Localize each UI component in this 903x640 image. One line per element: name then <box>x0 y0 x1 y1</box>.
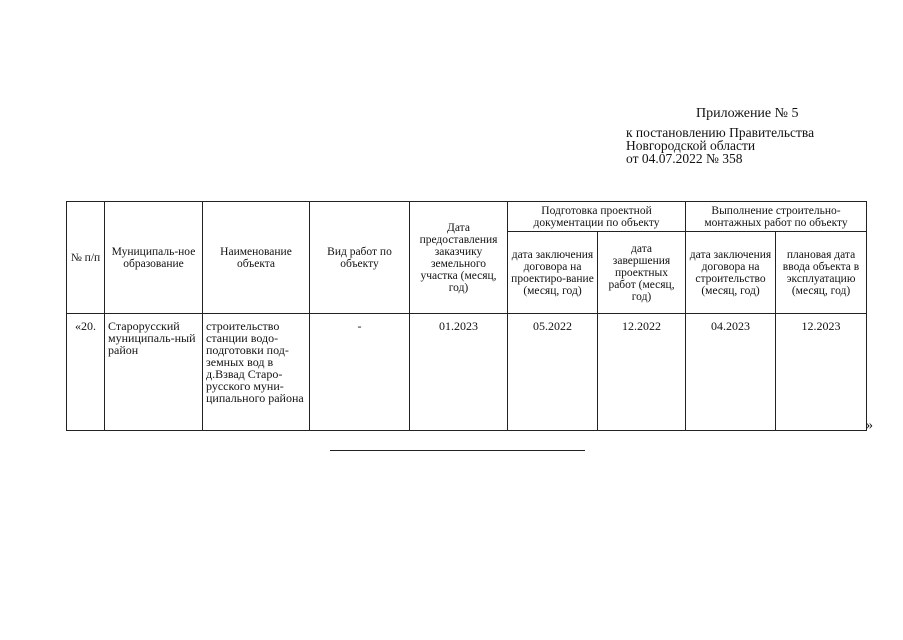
cell-num: «20. <box>67 314 105 431</box>
header-commissioning: плановая дата ввода объекта в эксплуатацию (месяц, год) <box>776 232 867 314</box>
cell-land-date: 01.2023 <box>410 314 508 431</box>
header-municipality: Муниципаль-ное образование <box>105 202 203 314</box>
cell-object: строительство станции водо-подготовки под-земных вод в д.Взвад Старо-русского муни-ципального района <box>203 314 310 431</box>
divider-line <box>330 450 585 451</box>
header-construction-contract: дата заключения договора на строительство (месяц, год) <box>686 232 776 314</box>
header-design-contract: дата заключения договора на проектиро-вание (месяц, год) <box>508 232 598 314</box>
appendix-line-2: Новгородской области <box>626 138 756 153</box>
header-work-type: Вид работ по объекту <box>310 202 410 314</box>
header-design-finish: дата завершения проектных работ (месяц, год) <box>598 232 686 314</box>
cell-design-finish: 12.2022 <box>598 314 686 431</box>
header-object: Наименование объекта <box>203 202 310 314</box>
header-num: № п/п <box>67 202 105 314</box>
table-row <box>67 314 867 431</box>
cell-design-contract: 05.2022 <box>508 314 598 431</box>
appendix-line-1: к постановлению Правительства <box>626 125 815 140</box>
header-design-group: Подготовка проектной документации по объекту <box>508 202 686 232</box>
appendix-line-3: от 04.07.2022 № 358 <box>626 151 743 166</box>
header-construction-group: Выполнение строительно-монтажных работ по объекту <box>686 202 867 232</box>
objects-table <box>66 201 867 431</box>
closing-quote: » <box>866 418 873 433</box>
table-header-row-1 <box>67 202 867 232</box>
header-land-date: Дата предоставления заказчику земельного участка (месяц, год) <box>410 202 508 314</box>
appendix-title: Приложение № 5 <box>696 106 799 121</box>
cell-construction-contract: 04.2023 <box>686 314 776 431</box>
cell-commissioning: 12.2023 <box>776 314 867 431</box>
cell-municipality: Старорусский муниципаль-ный район <box>105 314 203 431</box>
cell-work-type: - <box>310 314 410 431</box>
appendix-header <box>626 107 886 165</box>
